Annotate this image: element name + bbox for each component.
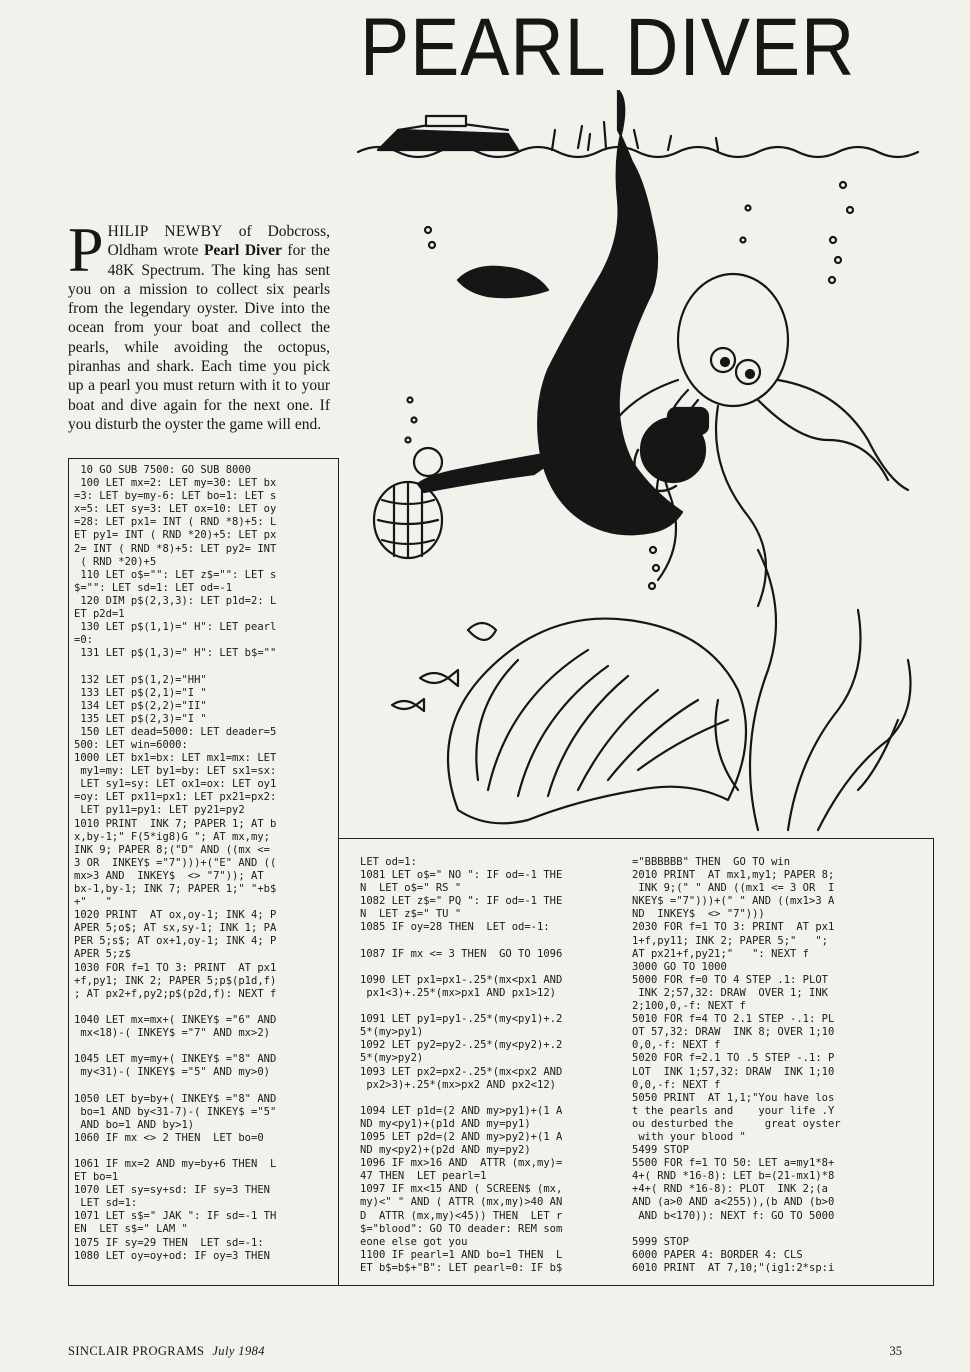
pearl-diver-illustration (338, 90, 938, 850)
program-listing-column-2: LET od=1: 1081 LET o$=" NO ": IF od=-1 THE N LET o$=" RS " 1082 LET z$=" PQ ": IF od=-1 THE N LET z$=" TU " 1085 IF oy=28 THEN LET od=-1: 1087 IF mx <= 3 THEN GO TO 1096 1090 LET px1=px1-.25*(mx<px1 AND px1<3)+.25*(mx>px1 AND px1>12) 1091 LET py1=py1-.25*(my<py1)+.2 5*(my>py1) 1092 LET py2=py2-.25*(my<py2)+.2 5*(my>py2) 1093 LET px2=px2-.25*(mx<px2 AND px2>3)+.25*(mx>px2 AND px2<12) 1094 LET p1d=(2 AND my>py1)+(1 A ND my<py1)+(p1d AND my=py1) 1095 LET p2d=(2 AND my>py2)+(1 A ND my<py2)+(p2d AND my=py2) 1096 IF mx>16 AND ATTR (mx,my)= 47 THEN LET pearl=1 1097 IF mx<15 AND ( SCREEN$ (mx, my)<" " AND ( ATTR (mx,my)>40 AN D ATTR (mx,my)<45)) THEN LET r $="blood": GO TO deader: REM som eone else got you 1100 IF pearl=1 AND bo=1 THEN L ET b$=b$+"B": LET pearl=0: IF b$ (360, 856, 563, 1274)
intro-text-1: of Dobcross, Oldham wrote (107, 223, 330, 260)
diver (418, 90, 682, 534)
intro-paragraph (68, 214, 330, 434)
program-listing-column-3: ="BBBBBB" THEN GO TO win 2010 PRINT AT mx1,my1; PAPER 8; INK 9;(" " AND ((mx1 <= 3 OR I NKEY$ ="7")))+(" " AND ((mx1>3 A ND INKEY$ <> "7"))) 2030 FOR f=1 TO 3: PRINT AT px1 1+f,py11; INK 2; PAPER 5;" "; AT px21+f,py21;" ": NEXT f 3000 GO TO 1000 5000 FOR f=0 TO 4 STEP .1: PLOT INK 2;57,32: DRAW OVER 1; INK 2;100,0,-f: NEXT f 5010 FOR f=4 TO 2.1 STEP -.1: PL OT 57,32: DRAW INK 8; OVER 1;10 0,0,-f: NEXT f 5020 FOR f=2.1 TO .5 STEP -.1: P LOT INK 1;57,32: DRAW INK 1;10 0,0,-f: NEXT f 5050 PRINT AT 1,1;"You have los t the pearls and your life .Y ou desturbed the great oyster with your blood " 5499 STOP 5500 FOR f=1 TO 50: LET a=my1*8+ 4+( RND *16-8): LET b=(21-mx1)*8 +4+( RND *16-8): PLOT INK 2;(a AND (a>0 AND a<255)),(b AND (b>0 AND b<170)): NEXT f: GO TO 5000 5999 STOP 6000 PAPER 4: BORDER 4: CLS 6010 PRINT AT 7,10;"(ig1:2*sp:i (632, 856, 841, 1274)
intro-text-2: for the 48K Spectrum. The king has sent you on a mission to collect six pearls from the legendary oyster. Dive into the ocean from your boat and collect the pearls, while avoiding the octopus, piranhas and shark. Each time you pick up a pearl you must return with it to your boat and dive again for the next one. If you disturb the oyster the game will end. (68, 242, 330, 433)
author-name: HILIP NEWBY (107, 223, 223, 240)
footer-masthead (68, 1344, 265, 1359)
magazine-name: SINCLAIR PROGRAMS (68, 1344, 205, 1358)
seaweed (716, 550, 911, 830)
pearl-net (374, 448, 442, 558)
page-number: 35 (889, 1344, 902, 1358)
program-listing-column-1: 10 GO SUB 7500: GO SUB 8000 100 LET mx=2: LET my=30: LET bx =3: LET by=my-6: LET bo=1: LET s x=5: LET sy=3: LET ox=10: LET oy =28: LET px1= INT ( RND *8)+5: L ET py1= INT ( RND *20)+5: LET px 2= INT ( RND *8)+5: LET py2= INT ( RND *20)+5 110 LET o$="": LET z$="": LET s $="": LET sd=1: LET od=-1 120 DIM p$(2,3,3): LET p1d=2: L ET p2d=1 130 LET p$(1,1)=" H": LET pearl =0: 131 LET p$(1,3)=" H": LET b$="" 132 LET p$(1,2)="HH" 133 LET p$(2,1)="I " 134 LET p$(2,2)="II" 135 LET p$(2,3)="I " 150 LET dead=5000: LET deader=5 500: LET win=6000: 1000 LET bx1=bx: LET mx1=mx: LET my1=my: LET by1=by: LET sx1=sx: LET sy1=sy: LET ox1=ox: LET oy1 =oy: LET px11=px1: LET px21=px2: LET py11=py1: LET py21=py2 1010 PRINT INK 7; PAPER 1; AT b x,by-1;" F(5*ig8)G "; AT mx,my; INK 9; PAPER 8;("D" AND ((mx <= 3 OR INKEY$ ="7")))+("E" AND (( mx>3 AND INKEY$ <> "7")); AT bx-1,by-1; INK 7; PAPER 1;" "+b$ +" " 1020 PRINT AT ox,oy-1; INK 4; P APER 5;o$; AT sx,sy-1; INK 1; PA PER 5;s$; AT ox+1,oy-1; INK 4; P APER 5;z$ 1030 FOR f=1 TO 3: PRINT AT px1 +f,py1; INK 2; PAPER 5;p$(p1d,f) ; AT px2+f,py2;p$(p2d,f): NEXT f 1040 LET mx=mx+( INKEY$ ="6" AND mx<18)-( INKEY$ ="7" AND mx>2) 1045 LET my=my+( INKEY$ ="8" AND my<31)-( INKEY$ ="5" AND my>0) 1050 LET by=by+( INKEY$ ="8" AND bo=1 AND by<31-7)-( INKEY$ ="5" AND bo=1 AND by>1) 1060 IF mx <> 2 THEN LET bo=0 1061 IF mx=2 AND my=by+6 THEN L ET bo=1 1070 LET sy=sy+sd: IF sy=3 THEN LET sd=1: 1071 LET s$=" JAK ": IF sd=-1 TH EN LET s$=" LAM " 1075 IF sy=29 THEN LET sd=-1: 1080 LET oy=oy+od: IF oy=3 THEN (74, 464, 277, 1262)
issue-date: July 1984 (212, 1344, 265, 1358)
page-title: PEARL DIVER (360, 2, 856, 93)
game-name: Pearl Diver (203, 242, 282, 260)
dropcap: P (68, 214, 104, 285)
oyster-shell (448, 619, 746, 824)
boat (378, 116, 518, 150)
